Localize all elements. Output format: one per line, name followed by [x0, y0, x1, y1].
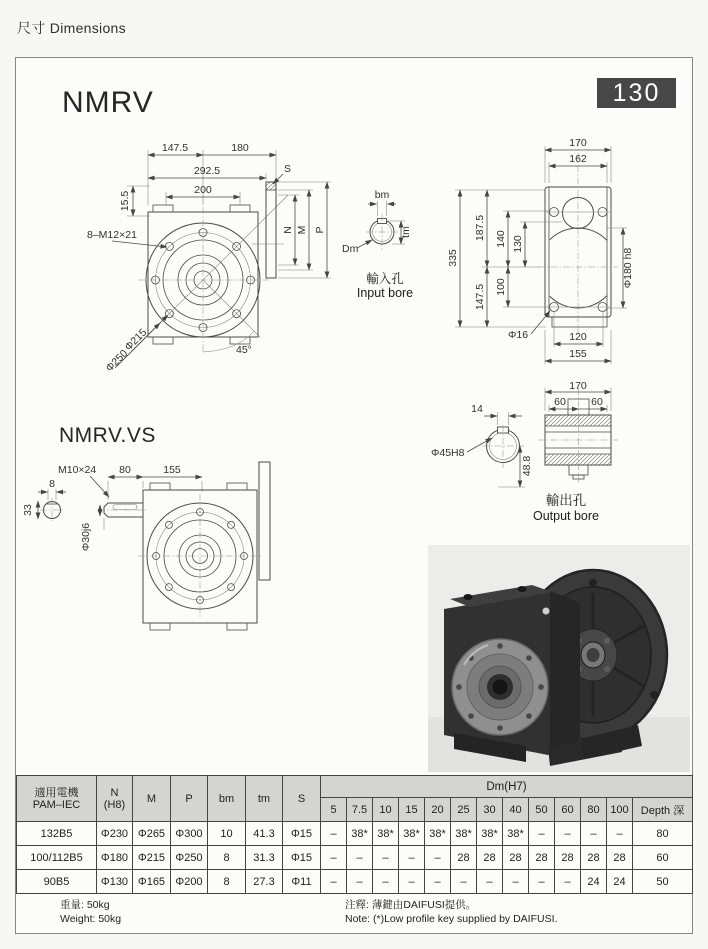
cell-model: 132B5	[17, 822, 97, 846]
dim-label: 170	[569, 380, 587, 392]
cell-depth: 50	[633, 870, 693, 894]
cell: Φ265	[133, 822, 171, 846]
col-header-n-sub: (H8)	[103, 798, 126, 811]
cell-depth: 80	[633, 822, 693, 846]
side-view-dim-labels	[447, 137, 634, 360]
cell: 31.3	[246, 846, 283, 870]
cell: –	[607, 822, 633, 846]
dim-label: S	[284, 163, 292, 175]
cell: –	[555, 822, 581, 846]
cell: 38*	[425, 822, 451, 846]
table-row	[17, 870, 693, 894]
cell: Φ15	[283, 822, 321, 846]
output-bore-caption-en: Output bore	[532, 509, 600, 523]
key-note-zh: 注釋: 薄鍵由DAIFUSI提供。	[345, 899, 477, 911]
front-view-dim-labels	[87, 142, 326, 374]
col-header-motor-code: PAM–IEC	[32, 798, 81, 811]
dimensions-table	[16, 775, 693, 894]
gearbox-photo	[428, 545, 690, 772]
cell: –	[399, 846, 425, 870]
cell: 38*	[503, 822, 529, 846]
dim-label: 120	[569, 331, 587, 343]
cell: –	[347, 870, 373, 894]
col-header-ratio: 50	[529, 798, 555, 822]
cell: –	[321, 846, 347, 870]
series-title-nmrv: NMRV	[62, 86, 154, 119]
cell: –	[373, 846, 399, 870]
dim-label: N	[282, 226, 294, 234]
cell: –	[529, 870, 555, 894]
col-header-dm-group: Dm(H7)	[321, 776, 693, 798]
output-bore-drawing	[425, 380, 695, 525]
dim-label: 162	[569, 153, 587, 165]
cell: –	[451, 870, 477, 894]
cell: –	[477, 870, 503, 894]
dim-label: 147.5	[161, 142, 189, 154]
cell: 38*	[451, 822, 477, 846]
dim-label: 80	[119, 464, 131, 476]
cell: 28	[581, 846, 607, 870]
col-header-ratio: 60	[555, 798, 581, 822]
cell: –	[581, 822, 607, 846]
dim-label: Φ215	[122, 326, 150, 354]
col-header-ratio: 5	[321, 798, 347, 822]
col-header-motor	[17, 776, 97, 822]
cell: 28	[607, 846, 633, 870]
dim-label: 187.5	[474, 214, 486, 242]
col-header-ratio: 7.5	[347, 798, 373, 822]
cell-model: 90B5	[17, 870, 97, 894]
side-view-geometry	[455, 140, 627, 364]
col-header-s: S	[283, 776, 321, 822]
dim-label: 170	[569, 137, 587, 149]
col-header-n-top: N	[110, 786, 119, 799]
side-view-drawing	[445, 135, 695, 377]
dim-label: 147.5	[474, 283, 486, 311]
dim-label: 335	[447, 249, 459, 267]
cell: 38*	[373, 822, 399, 846]
cell: –	[503, 870, 529, 894]
vs-view-geometry	[38, 462, 270, 630]
cell: –	[399, 870, 425, 894]
cell: 8	[208, 870, 246, 894]
col-header-m: M	[133, 776, 171, 822]
col-header-ratio: 10	[373, 798, 399, 822]
dim-label: Φ30j6	[80, 522, 92, 552]
dim-label: 8	[49, 478, 55, 490]
dim-label: tm	[400, 226, 412, 238]
dim-label: 155	[569, 348, 587, 360]
cell: –	[321, 870, 347, 894]
cell: Φ180	[97, 846, 133, 870]
cell: Φ215	[133, 846, 171, 870]
dim-label: 292.5	[193, 165, 221, 177]
cell: 8	[208, 846, 246, 870]
size-badge: 130	[597, 78, 676, 108]
cell: 28	[529, 846, 555, 870]
cell: 38*	[347, 822, 373, 846]
col-header-motor-zh: 適用電機	[34, 786, 79, 799]
col-header-n	[97, 776, 133, 822]
dim-label: Dm	[342, 243, 359, 255]
page-title: 尺寸 Dimensions	[17, 20, 126, 36]
cell: 38*	[477, 822, 503, 846]
weight-note	[60, 899, 121, 926]
front-view-drawing	[85, 140, 347, 402]
dim-label: 48.8	[521, 455, 533, 477]
dim-label: 180	[231, 142, 249, 154]
cell: Φ165	[133, 870, 171, 894]
input-bore-caption-en: Input bore	[356, 286, 414, 300]
key-note	[345, 899, 557, 926]
col-header-ratio: 20	[425, 798, 451, 822]
dim-label: M10×24	[58, 464, 97, 476]
cell: 28	[477, 846, 503, 870]
dim-label: P	[314, 226, 326, 234]
cell: –	[529, 822, 555, 846]
input-bore-geometry	[357, 201, 405, 250]
vs-view-drawing	[20, 452, 340, 688]
dim-label: bm	[374, 189, 390, 201]
cell: 41.3	[246, 822, 283, 846]
cell: Φ250	[171, 846, 208, 870]
dim-label: Φ250	[103, 347, 131, 375]
cell: –	[347, 846, 373, 870]
output-bore-caption-zh: 輸出孔	[545, 493, 587, 508]
dim-label: 14	[471, 403, 483, 415]
col-header-p: P	[171, 776, 208, 822]
series-title-vs: NMRV.VS	[59, 424, 156, 447]
table-row	[17, 846, 693, 870]
cell: –	[555, 870, 581, 894]
col-header-depth: Depth 深	[633, 798, 693, 822]
table-row	[17, 822, 693, 846]
cell: –	[425, 870, 451, 894]
col-header-ratio: 25	[451, 798, 477, 822]
dim-label: 60	[591, 396, 603, 408]
cell: Φ130	[97, 870, 133, 894]
col-header-ratio: 80	[581, 798, 607, 822]
cell: Φ11	[283, 870, 321, 894]
dim-label: 60	[554, 396, 566, 408]
cell: Φ200	[171, 870, 208, 894]
cell-depth: 60	[633, 846, 693, 870]
cell: 10	[208, 822, 246, 846]
dim-label: 200	[194, 184, 212, 196]
col-header-bm: bm	[208, 776, 246, 822]
dim-label: 100	[495, 278, 507, 296]
output-bore-labels	[431, 380, 603, 523]
cell: 28	[451, 846, 477, 870]
key-note-en: Note: (*)Low profile key supplied by DAIFUSI.	[345, 912, 558, 925]
cell: 38*	[399, 822, 425, 846]
cell: Φ15	[283, 846, 321, 870]
col-header-ratio: 30	[477, 798, 503, 822]
cell: –	[321, 822, 347, 846]
weight-note-en: Weight: 50kg	[60, 912, 122, 925]
dim-label: 130	[512, 235, 524, 253]
dim-label: Φ180 h8	[622, 247, 634, 289]
dim-label: Φ16	[508, 329, 529, 341]
col-header-tm: tm	[246, 776, 283, 822]
col-header-ratio: 100	[607, 798, 633, 822]
cell: 24	[581, 870, 607, 894]
cell: 27.3	[246, 870, 283, 894]
input-bore-caption-zh: 輸入孔	[366, 272, 404, 286]
photo-front-flange	[452, 639, 548, 735]
dim-label: 33	[22, 504, 34, 516]
cell: Φ300	[171, 822, 208, 846]
cell: 24	[607, 870, 633, 894]
dim-label: 155	[163, 464, 181, 476]
col-header-ratio: 40	[503, 798, 529, 822]
cell-model: 100/112B5	[17, 846, 97, 870]
dim-label: 15.5	[119, 190, 131, 212]
col-header-ratio: 15	[399, 798, 425, 822]
dim-label: M	[296, 225, 308, 235]
cell: –	[425, 846, 451, 870]
dim-label: 8–M12×21	[87, 229, 137, 241]
dim-label: 140	[495, 230, 507, 248]
dim-label: Φ45H8	[431, 447, 465, 459]
cell: –	[373, 870, 399, 894]
cell: 28	[555, 846, 581, 870]
datasheet-frame	[15, 57, 693, 934]
weight-note-zh: 重量: 50kg	[60, 899, 110, 911]
dim-label: 45°	[236, 344, 252, 356]
cell: 28	[503, 846, 529, 870]
cell: Φ230	[97, 822, 133, 846]
